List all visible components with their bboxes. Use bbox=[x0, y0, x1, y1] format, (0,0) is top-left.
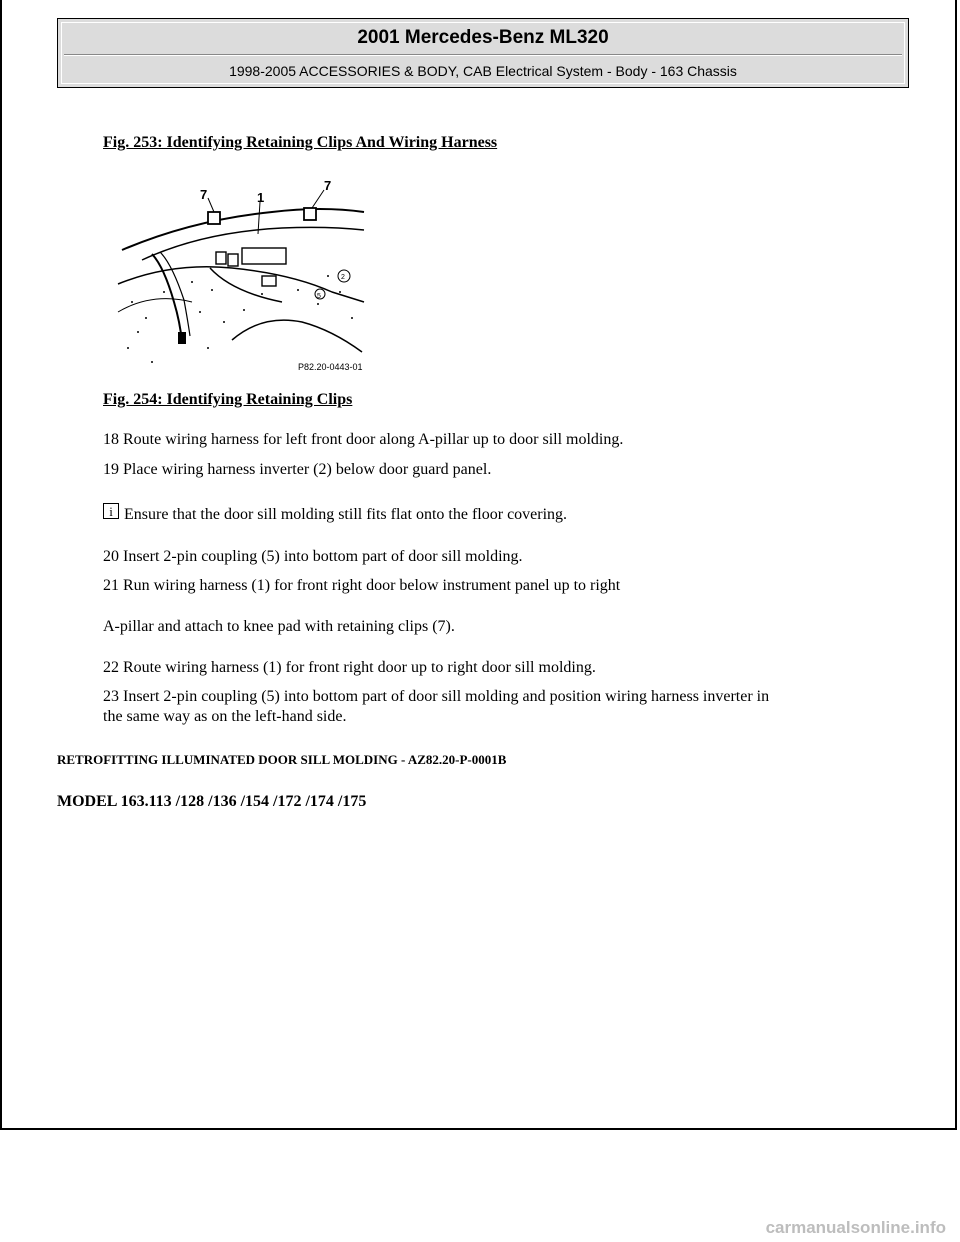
header-divider-highlight bbox=[64, 55, 902, 56]
page-header bbox=[57, 18, 909, 88]
label-harness: 1 bbox=[257, 190, 265, 205]
step-23: 23 Insert 2-pin coupling (5) into bottom part of door sill molding and position wiring harness inverter in bbox=[103, 688, 770, 705]
note-text: Ensure that the door sill molding still fits flat onto the floor covering. bbox=[124, 506, 568, 523]
step-19: 19 Place wiring harness inverter (2) below door guard panel. bbox=[103, 461, 492, 478]
info-icon: i bbox=[103, 503, 119, 519]
header-subtitle: 1998-2005 ACCESSORIES & BODY, CAB Electrical System - Body - 163 Chassis bbox=[229, 63, 737, 79]
diagram-part-code: P82.20-0443-01 bbox=[298, 362, 363, 372]
step-21-continued: A-pillar and attach to knee pad with retaining clips (7). bbox=[103, 618, 455, 635]
step-20: 20 Insert 2-pin coupling (5) into bottom part of door sill molding. bbox=[103, 548, 523, 565]
fig253-caption: Fig. 253: Identifying Retaining Clips And Wiring Harness bbox=[103, 134, 498, 151]
fig254-caption: Fig. 254: Identifying Retaining Clips bbox=[103, 391, 353, 408]
page-frame-right bbox=[955, 0, 957, 1130]
label-coupling: 5 bbox=[317, 293, 321, 300]
section-heading: RETROFITTING ILLUMINATED DOOR SILL MOLDING - AZ82.20-P-0001B bbox=[57, 752, 507, 767]
site-watermark: carmanualsonline.info bbox=[765, 1218, 946, 1237]
step-21: 21 Run wiring harness (1) for front right door below instrument panel up to right bbox=[103, 577, 621, 594]
wiring-diagram-figure bbox=[112, 172, 366, 377]
model-heading: MODEL 163.113 /128 /136 /154 /172 /174 /175 bbox=[57, 793, 367, 810]
label-clip-left: 7 bbox=[200, 187, 208, 202]
header-title: 2001 Mercedes-Benz ML320 bbox=[357, 27, 609, 48]
label-clip-right: 7 bbox=[324, 178, 332, 193]
page-frame-left bbox=[0, 0, 2, 1130]
page-frame-bottom bbox=[0, 1128, 957, 1130]
step-23-continued: the same way as on the left-hand side. bbox=[103, 708, 347, 725]
label-inverter: 2 bbox=[341, 274, 345, 281]
step-22: 22 Route wiring harness (1) for front right door up to right door sill molding. bbox=[103, 659, 596, 676]
step-18: 18 Route wiring harness for left front door along A-pillar up to door sill molding. bbox=[103, 431, 624, 448]
